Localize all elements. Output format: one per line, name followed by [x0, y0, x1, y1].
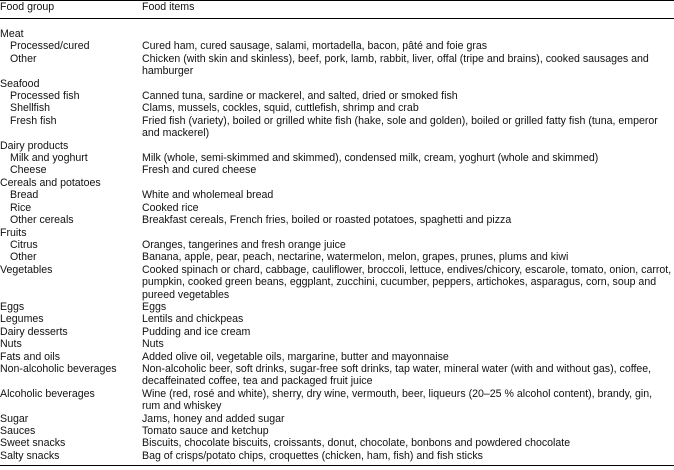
table-row: [0, 301, 674, 313]
food-group-label: Seafood: [0, 77, 40, 90]
food-items-text: Breakfast cereals, French fries, boiled or roasted potatoes, spaghetti and pizza: [142, 214, 512, 227]
food-items-text: Wine (red, rosé and white), sherry, dry wine, vermouth, beer, liqueurs (20–25 % alcohol content), brandy, gin, rum and whiskey: [142, 387, 653, 413]
food-items-text: Cooked spinach or chard, cabbage, cauliflower, broccoli, lettuce, endives/chicory, escarole, tomato, onion, carrot, pumpkin, cooked green beans, eggplant, zucchini, cucumber, peppers, artichokes, asparagus, corn, soup and pureed vegetables: [142, 263, 672, 301]
food-items-cell: [142, 363, 674, 388]
food-items-text: Chicken (with skin and skinless), beef, pork, lamb, rabbit, liver, offal (tripe and brains), cooked sausages and hamburger: [142, 52, 649, 78]
table-row: [0, 388, 674, 413]
table-row: [0, 177, 674, 189]
food-items-cell: [142, 202, 674, 214]
table-body: [0, 19, 674, 466]
food-subgroup-label: Other: [10, 52, 37, 65]
food-items-text: Oranges, tangerines and fresh orange juice: [142, 238, 346, 251]
food-items-cell: [142, 239, 674, 251]
food-items-text: Non-alcoholic beer, soft drinks, sugar-free soft drinks, tap water, mineral water (with and without gas), coffee, decaffeinated coffee, tea and packaged fruit juice: [142, 362, 652, 388]
food-subgroup-label: Milk and yoghurt: [10, 152, 88, 165]
table-row: [0, 450, 674, 466]
food-group-label: Fruits: [0, 226, 27, 239]
food-items-cell: [142, 338, 674, 350]
food-items-text: Bag of crisps/potato chips, croquettes (chicken, ham, fish) and fish sticks: [142, 449, 483, 462]
food-items-cell: [142, 227, 674, 239]
food-group-label: Eggs: [0, 300, 25, 313]
food-items-cell: [142, 115, 674, 140]
table-row: [0, 78, 674, 90]
food-subgroup-label: Other cereals: [10, 214, 74, 227]
food-group-label: Salty snacks: [0, 450, 142, 466]
food-subgroup-label: Citrus: [10, 238, 38, 251]
food-items-text: Biscuits, chocolate biscuits, croissants, donut, chocolate, bonbons and powdered chocolate: [142, 437, 571, 450]
table-row: [0, 40, 674, 52]
food-items-cell: [142, 53, 674, 78]
table-row: [0, 363, 674, 388]
food-group-label: Dairy desserts: [0, 325, 68, 338]
food-items-text: Milk (whole, semi-skimmed and skimmed), condensed milk, cream, yoghurt (whole and skimmed): [142, 152, 599, 165]
table-row: [0, 264, 674, 301]
food-items-cell: [142, 177, 674, 189]
food-items-cell: [142, 189, 674, 201]
food-items-text: Jams, honey and added sugar: [142, 412, 285, 425]
food-items-cell: [142, 251, 674, 263]
table-row: [0, 239, 674, 251]
table-row: [0, 28, 674, 40]
table-row: [0, 140, 674, 152]
food-items-text: Nuts: [142, 338, 164, 351]
food-group-label: Alcoholic beverages: [0, 387, 95, 400]
table-row: [0, 53, 674, 78]
food-items-cell: [142, 214, 674, 226]
food-group-label: Sugar: [0, 412, 29, 425]
food-items-cell: [142, 90, 674, 102]
table-row: [0, 115, 674, 140]
table-row: [0, 338, 674, 350]
food-items-cell: [142, 450, 674, 466]
food-subgroup-label: Bread: [10, 189, 39, 202]
food-items-text: Cured ham, cured sausage, salami, mortadella, bacon, pâté and foie gras: [142, 40, 488, 53]
food-items-text: White and wholemeal bread: [142, 189, 274, 202]
food-group-label: Sweet snacks: [0, 437, 66, 450]
food-group-label: Nuts: [0, 338, 22, 351]
food-items-cell: [142, 301, 674, 313]
food-items-text: Banana, apple, pear, peach, nectarine, watermelon, melon, grapes, prunes, plums and kiwi: [142, 251, 569, 264]
food-items-text: Tomato sauce and ketchup: [142, 425, 269, 437]
food-items-text: Fresh and cured cheese: [142, 164, 257, 177]
food-items-text: Clams, mussels, cockles, squid, cuttlefish, shrimp and crab: [142, 102, 419, 115]
food-items-cell: [142, 425, 674, 437]
food-items-cell: [142, 164, 674, 176]
food-items-cell: [142, 388, 674, 413]
food-subgroup-label: Processed/cured: [10, 40, 90, 53]
table-row: [0, 313, 674, 325]
food-subgroup-label: Rice: [10, 201, 32, 214]
food-group-label: Fats and oils: [0, 350, 61, 363]
food-items-cell: [142, 351, 674, 363]
food-group-label: Sauces: [0, 425, 36, 437]
table-row: [0, 164, 674, 176]
food-items-cell: [142, 313, 674, 325]
food-items-text: Lentils and chickpeas: [142, 313, 244, 326]
food-group-label: Legumes: [0, 313, 44, 326]
food-items-text: Canned tuna, sardine or mackerel, and salted, dried or smoked fish: [142, 90, 458, 103]
food-group-label: Meat: [0, 28, 24, 40]
header-spacer-row: [0, 19, 674, 29]
food-items-cell: [142, 78, 674, 90]
food-items-cell: [142, 28, 674, 40]
food-items-text: Added olive oil, vegetable oils, margarine, butter and mayonnaise: [142, 350, 449, 363]
food-items-cell: [142, 326, 674, 338]
table-header-row: [0, 0, 674, 19]
header-food-group: Food group: [0, 0, 142, 19]
food-items-text: Fried fish (variety), boiled or grilled white fish (hake, sole and golden), boiled or grilled fatty fish (tuna, emperor and mackerel): [142, 114, 658, 140]
food-items-text: Cooked rice: [142, 201, 199, 214]
food-subgroup-label: Processed fish: [10, 90, 80, 103]
table-row: [0, 437, 674, 449]
table-row: [0, 251, 674, 263]
food-items-text: Eggs: [142, 300, 167, 313]
table-row: [0, 351, 674, 363]
food-subgroup-label: Shellfish: [10, 102, 51, 115]
food-subgroup-label: Cheese: [10, 164, 47, 177]
table-row: [0, 202, 674, 214]
food-subgroup-label: Fresh fish: [10, 114, 57, 127]
table-row: [0, 152, 674, 164]
food-items-text: Pudding and ice cream: [142, 325, 251, 338]
food-group-label: Dairy products: [0, 139, 69, 152]
table-row: [0, 90, 674, 102]
food-items-cell: [142, 264, 674, 301]
food-items-cell: [142, 102, 674, 114]
table-row: [0, 413, 674, 425]
table-row: [0, 189, 674, 201]
table-row: [0, 214, 674, 226]
food-group-label: Cereals and potatoes: [0, 176, 101, 189]
table-row: [0, 102, 674, 114]
food-items-cell: [142, 437, 674, 449]
food-items-cell: [142, 413, 674, 425]
food-items-cell: [142, 152, 674, 164]
table-top-rule: [0, 0, 674, 1]
food-items-cell: [142, 140, 674, 152]
food-group-label: Non-alcoholic beverages: [0, 362, 117, 375]
header-food-items: Food items: [142, 0, 674, 19]
food-items-cell: [142, 40, 674, 52]
food-group-label: Vegetables: [0, 263, 53, 276]
table-row: [0, 227, 674, 239]
food-subgroup-label: Other: [10, 251, 37, 264]
table-row: [0, 425, 674, 437]
table-row: [0, 326, 674, 338]
